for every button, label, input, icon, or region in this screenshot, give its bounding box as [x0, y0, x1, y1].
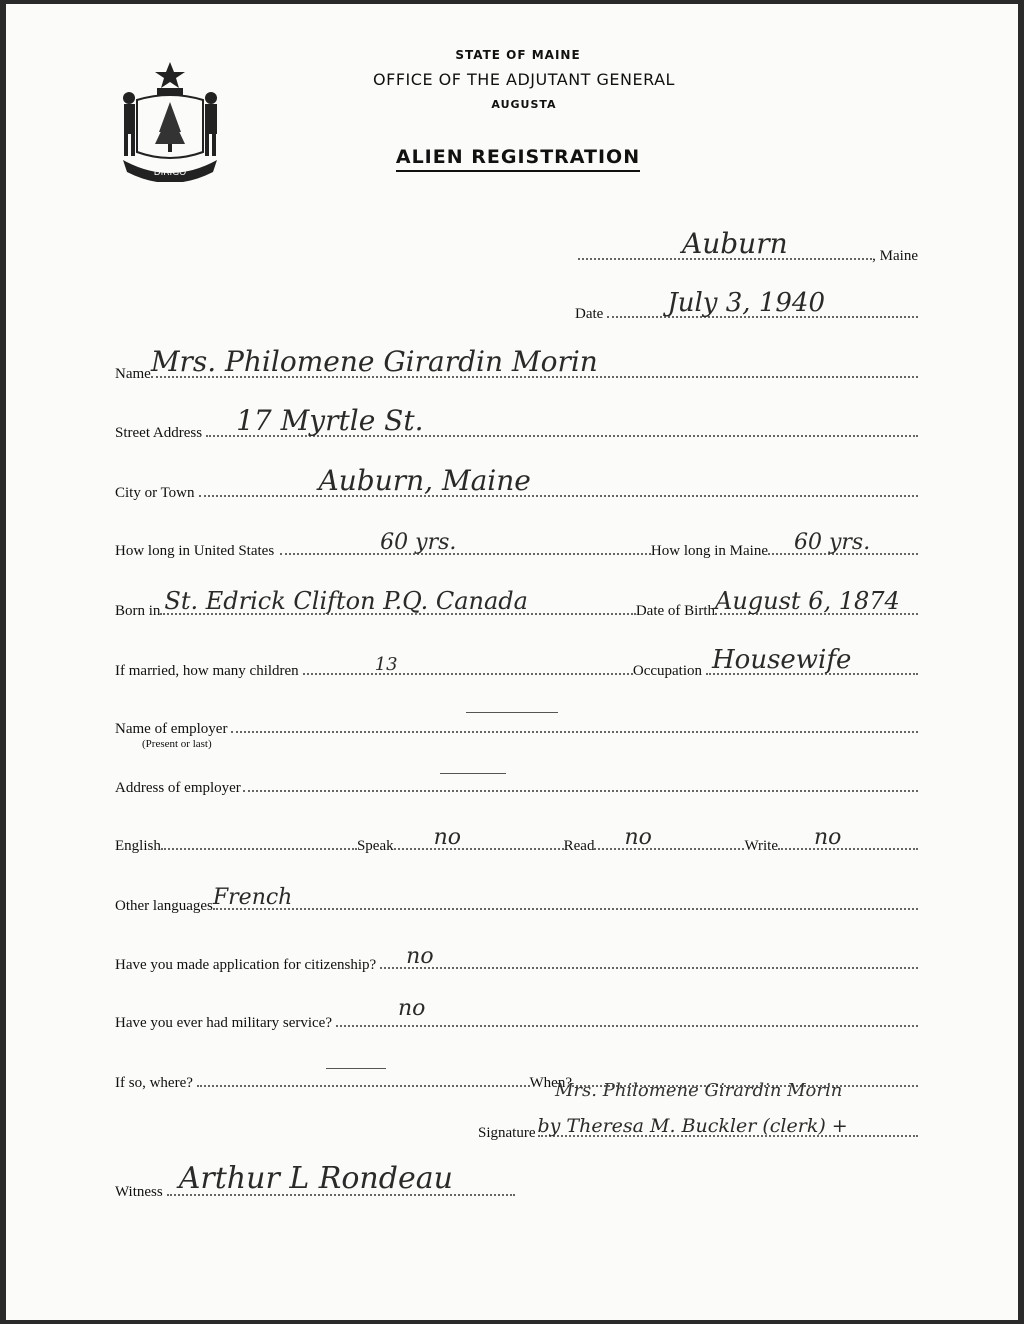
citizenship-row: [115, 944, 918, 974]
employer-address-row: [115, 780, 918, 797]
when-label: When?: [529, 1075, 572, 1091]
where-dash: [326, 1068, 386, 1069]
birth-row: [115, 587, 918, 620]
header-city: AUGUSTA: [491, 98, 557, 111]
signature-label: Signature: [478, 1125, 536, 1141]
children-row: [115, 645, 918, 680]
maine-duration-label: How long in Maine: [650, 543, 768, 559]
witness-row: [115, 1161, 515, 1201]
signature-line-2: by Theresa M. Buckler (clerk) +: [537, 1115, 848, 1137]
us-duration-value: 60 yrs.: [380, 530, 457, 555]
speak-line: [394, 825, 564, 850]
other-languages-label: Other languages: [115, 898, 213, 914]
witness-label: Witness: [115, 1184, 163, 1200]
occupation-line: [706, 645, 918, 675]
name-line: [150, 345, 918, 378]
dob-value: August 6, 1874: [715, 587, 900, 615]
maine-duration-line: [768, 530, 918, 555]
city-line: [199, 464, 918, 497]
street-label: Street Address: [115, 425, 203, 441]
header-state: STATE OF MAINE: [455, 48, 581, 62]
svg-text:DIRIGO: DIRIGO: [153, 168, 187, 178]
header-office: OFFICE OF THE ADJUTANT GENERAL: [373, 70, 675, 89]
employer-address-label: Address of employer: [115, 780, 241, 796]
where-line: [197, 1081, 530, 1087]
city-row: [115, 464, 918, 502]
speak-label: Speak: [356, 838, 394, 854]
write-value: no: [814, 825, 842, 850]
us-duration-line: [280, 530, 651, 555]
read-line: [594, 825, 744, 850]
city-value: Auburn, Maine: [318, 464, 531, 497]
street-line: [206, 404, 918, 437]
citizenship-label: Have you made application for citizenship?: [115, 957, 377, 973]
speak-value: no: [433, 825, 462, 850]
form-title-text: ALIEN REGISTRATION: [396, 146, 640, 172]
dob-label: Date of Birth: [635, 603, 715, 619]
town-line: [578, 227, 872, 260]
citizenship-value: no: [406, 944, 434, 969]
street-row: [115, 404, 918, 442]
military-value: no: [398, 996, 426, 1021]
witness-value: Arthur L Rondeau: [178, 1161, 453, 1196]
street-value: 17 Myrtle St.: [236, 404, 424, 437]
date-label: Date: [575, 306, 604, 322]
born-label: Born in: [115, 603, 161, 619]
english-line: [161, 844, 357, 850]
employer-address-dash: [440, 773, 506, 774]
employer-line: [231, 727, 918, 733]
town-value: Auburn: [682, 227, 788, 260]
employer-row: [115, 721, 918, 738]
maine-duration-value: 60 yrs.: [794, 530, 871, 555]
signature-line-1: Mrs. Philomene Girardin Morin: [555, 1080, 843, 1101]
name-value: Mrs. Philomene Girardin Morin: [150, 345, 598, 378]
signature-line: [537, 1115, 919, 1137]
form-title: [0, 146, 1024, 168]
occupation-label: Occupation: [632, 663, 702, 679]
write-label: Write: [744, 838, 778, 854]
town-suffix: , Maine: [872, 248, 918, 264]
dob-line: [715, 587, 918, 615]
military-line: [336, 996, 918, 1027]
occupation-value: Housewife: [712, 645, 852, 675]
name-label: Name: [115, 366, 151, 382]
date-row: [575, 288, 918, 323]
children-line: [303, 654, 633, 675]
employer-label: Name of employer: [115, 721, 228, 737]
city-label: City or Town: [115, 485, 195, 501]
other-languages-value: French: [212, 885, 293, 910]
witness-line: [167, 1161, 515, 1196]
employer-address-line: [243, 786, 918, 792]
duration-row: [115, 530, 918, 560]
form-page: [6, 4, 1018, 1320]
signature-row: [478, 1115, 918, 1142]
read-label: Read: [563, 838, 595, 854]
write-line: [778, 825, 918, 850]
english-row: [115, 825, 918, 855]
employer-dash: [466, 712, 558, 713]
citizenship-line: [380, 944, 918, 969]
town-row: [578, 227, 918, 265]
born-line: [160, 587, 635, 615]
children-label: If married, how many children: [115, 663, 299, 679]
us-duration-label: How long in United States: [115, 543, 275, 559]
date-value: July 3, 1940: [667, 288, 826, 318]
name-row: [115, 345, 918, 383]
where-label: If so, where?: [115, 1075, 193, 1091]
other-languages-row: [115, 885, 918, 915]
english-label: English: [115, 838, 161, 854]
military-label: Have you ever had military service?: [115, 1015, 332, 1031]
date-line: [607, 288, 918, 318]
read-value: no: [624, 825, 652, 850]
military-row: [115, 996, 918, 1032]
born-value: St. Edrick Clifton P.Q. Canada: [164, 587, 528, 615]
children-value: 13: [374, 654, 398, 675]
other-languages-line: [212, 885, 918, 910]
employer-sublabel: (Present or last): [142, 738, 212, 750]
